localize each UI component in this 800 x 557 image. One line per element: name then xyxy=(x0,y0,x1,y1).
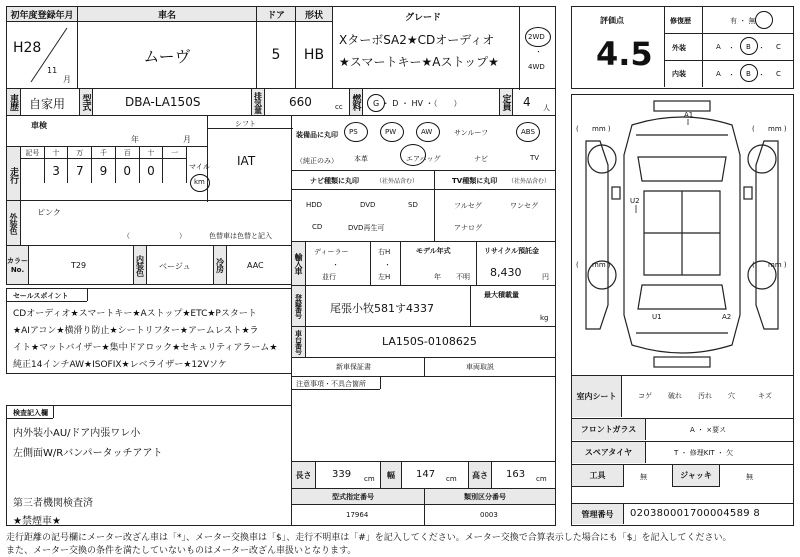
height-value: 163 xyxy=(506,469,526,480)
mileage-digit-headers xyxy=(21,147,187,159)
recycle-label: リサイクル預託金 xyxy=(484,247,540,255)
model-value: DBA-LA150S xyxy=(125,95,201,109)
interior-color-label: 内装色 xyxy=(133,246,147,284)
manual-label: 車両取説 xyxy=(466,363,494,371)
mileage-digit: 3 xyxy=(45,159,69,183)
grade-dot: ・ xyxy=(758,44,765,52)
shaken-year-unit: 年 xyxy=(131,135,139,144)
shaken-label: 車検 xyxy=(31,121,47,130)
equipment-option: TV xyxy=(530,154,540,162)
height-label: 高さ xyxy=(468,462,492,488)
footer-note-1: 走行距離の記号欄にメーター改ざん車は「*」、メーター交換車は「$」、走行不明車は「#」を記入してください。メーター交換で合算表示した場合にも「$」を記入してください。 xyxy=(6,533,732,543)
model-year-unit: 年 xyxy=(434,273,441,281)
grade-line2: ★スマートキー★Aストップ★ xyxy=(339,55,499,69)
mileage-label: 走行 xyxy=(7,147,21,202)
color-value: ピンク xyxy=(37,208,61,217)
management-value: 020380001700004589 8 xyxy=(630,508,761,519)
repair-history-options: 有 ・ 無 xyxy=(730,17,756,25)
drive-2wd: 2WD xyxy=(528,33,545,41)
diagram-label-a1: A1 xyxy=(684,111,694,119)
equipment-option-circle xyxy=(416,122,440,142)
grade-option: B xyxy=(746,70,751,78)
registration-value: 尾張小牧581す4337 xyxy=(330,302,434,315)
chassis-value: LA150S-0108625 xyxy=(382,335,477,348)
grade-divider xyxy=(519,7,520,90)
displacement-label: 排気量 xyxy=(251,89,265,115)
first-reg-cell xyxy=(6,21,78,89)
capacity-value: 4 xyxy=(523,95,531,109)
svg-text:(: ( xyxy=(576,125,579,133)
km-label: km xyxy=(194,178,205,186)
notes-block xyxy=(291,376,556,462)
width-label: 幅 xyxy=(380,462,402,488)
tools-label: 工具 xyxy=(572,465,624,487)
import-dot: ・ xyxy=(332,261,339,269)
mileage-digit-header: 一 xyxy=(163,147,187,159)
car-diagram-block xyxy=(571,94,794,376)
height-unit: cm xyxy=(536,475,547,483)
score-value: 4.5 xyxy=(596,35,653,73)
selling-points-label: セールスポイント xyxy=(13,292,69,300)
shift-value: IAT xyxy=(237,154,256,168)
equipment-option: ナビ xyxy=(474,155,488,163)
mileage-digit xyxy=(163,159,187,183)
selling-point-line: ★AIアコン★横滑り防止★シートリフター★アームレスト★ラ xyxy=(13,326,259,336)
repair-none-circle xyxy=(755,11,773,29)
width-unit: cm xyxy=(446,475,457,483)
model-year-unknown: 不明 xyxy=(456,273,470,281)
mileage-digit-header: 百 xyxy=(116,147,140,159)
navi-header: ナビ種類に丸印 xyxy=(310,177,359,185)
seat-option: キズ xyxy=(758,392,772,400)
inspection-note-line: 内外装小AU/ドア内張ワレ小 xyxy=(13,428,141,439)
row2 xyxy=(6,88,556,116)
seat-option: 穴 xyxy=(728,392,735,400)
mileage-digit-header: 記号 xyxy=(21,147,45,159)
fuel-options: G ・ D ・ HV ・（ ） xyxy=(373,99,462,108)
equipment-row2 xyxy=(344,150,554,168)
mileage-digit: 0 xyxy=(116,159,140,183)
inspection-note-line: 左側面W/Rバンパータッチアアト xyxy=(13,448,163,459)
grade-b-circle xyxy=(740,37,758,55)
chassis-block xyxy=(291,326,556,358)
ac-label: 冷房 xyxy=(213,246,227,284)
type-cert-label: 型式指定番号 xyxy=(332,493,374,501)
import-dot2: ・ xyxy=(384,261,391,269)
grade-option: C xyxy=(776,43,781,51)
registration-block xyxy=(291,285,556,327)
spare-row xyxy=(571,441,794,465)
equipment-block xyxy=(291,115,556,171)
length-value: 339 xyxy=(332,469,352,480)
first-reg-month: 11 xyxy=(47,66,58,75)
import-label: 輸入車 xyxy=(292,242,306,285)
exterior-grade-label: 外装 xyxy=(672,44,686,52)
first-reg-label: 初年度登録年月 xyxy=(6,6,78,22)
mile-label: マイル xyxy=(189,163,210,171)
navi-hdd: HDD xyxy=(306,201,323,209)
equipment-option: PS xyxy=(349,128,358,136)
tv-header: TV種類に丸印 xyxy=(452,177,498,185)
equipment-option-circle xyxy=(380,122,404,142)
svg-text:(: ( xyxy=(752,125,755,133)
grade-label: グレード xyxy=(404,13,441,23)
interior-grade-label: 内装 xyxy=(672,70,686,78)
jack-label: ジャッキ xyxy=(672,465,720,487)
selling-points-block xyxy=(6,288,292,374)
shaken-month-unit: 月 xyxy=(183,135,191,144)
glass-value: A ・ ×要ス xyxy=(690,426,727,434)
selling-point-line: イト★マットバイザー★集中ドアロック★セキュリティアラーム★ xyxy=(13,343,278,353)
interior-seat-options xyxy=(624,376,792,417)
color-label: 外装色 xyxy=(7,201,21,245)
tools-value: 無 xyxy=(640,473,647,481)
usage-label: 車歴 xyxy=(7,89,21,115)
inspection-notes-block xyxy=(6,405,292,526)
mileage-digit-header: 十 xyxy=(45,147,69,159)
interior-seat-block xyxy=(571,375,794,419)
equipment-row1 xyxy=(344,122,554,144)
equipment-option: ABS xyxy=(521,128,535,136)
car-name: ムーヴ xyxy=(77,21,257,89)
selling-point-line: 純正14インチAW★ISOFIX★レベライザー★12Vソケ xyxy=(13,360,227,370)
navi-dvd: DVD xyxy=(360,201,376,209)
equipment-option-circle xyxy=(516,122,540,142)
tv-analog: アナログ xyxy=(454,224,482,232)
tv-oneseg: ワンセグ xyxy=(510,202,538,210)
interior-seat-label: 室内シート xyxy=(572,376,622,417)
grade-line1: XターボSA2★CDオーディオ xyxy=(339,33,495,47)
tv-sub: （社外品含む） xyxy=(508,178,551,185)
recycle-unit: 円 xyxy=(542,273,549,281)
mileage-digit-header: 万 xyxy=(68,147,92,159)
mileage-digit: 7 xyxy=(68,159,92,183)
body-value: HB xyxy=(295,21,333,89)
fuel-label: 燃料 xyxy=(349,89,363,115)
grade-b-circle xyxy=(740,64,758,82)
max-load-label: 最大積載量 xyxy=(484,291,519,299)
interior-grade-options xyxy=(710,62,792,86)
seat-option: コゲ xyxy=(638,392,652,400)
management-row xyxy=(571,503,794,526)
first-reg-era: H28 xyxy=(13,40,42,56)
spare-value: T ・ 修理KIT ・ 欠 xyxy=(674,449,734,457)
color-block xyxy=(6,200,292,246)
length-label: 長さ xyxy=(292,462,316,488)
car-diagram xyxy=(572,95,792,374)
recycle-value: 8,430 xyxy=(490,266,522,279)
mileage-digit-header: 千 xyxy=(92,147,116,159)
exterior-grade-options xyxy=(710,35,792,59)
grade-option: C xyxy=(776,70,781,78)
navi-sub: （社外品含む） xyxy=(376,178,419,185)
capacity-unit: 人 xyxy=(543,104,550,112)
equipment-option: 本革 xyxy=(354,155,368,163)
mileage-digit xyxy=(21,159,45,183)
color-paren: （ ） xyxy=(123,232,186,240)
glass-row xyxy=(571,418,794,442)
length-unit: cm xyxy=(364,475,375,483)
navi-dvd-play: DVD再生可 xyxy=(348,224,385,232)
chassis-label: 車台番号 xyxy=(292,327,306,357)
no-smoking: ★禁煙車★ xyxy=(13,516,61,527)
doors-label: ドア xyxy=(256,6,296,22)
mileage-digit: 9 xyxy=(92,159,116,183)
tools-row xyxy=(571,464,794,504)
max-load-unit: kg xyxy=(540,314,549,322)
import-right-hand: 右H xyxy=(378,248,391,256)
management-label: 管理番号 xyxy=(572,504,624,524)
grade-option: A xyxy=(716,43,721,51)
displacement-value: 660 xyxy=(289,95,312,109)
seat-option: 破れ xyxy=(668,392,682,400)
grade-dot: ・ xyxy=(758,71,765,79)
import-block xyxy=(291,241,556,286)
mileage-digits xyxy=(21,159,187,183)
score-label: 評価点 xyxy=(600,16,624,25)
dimensions-row xyxy=(291,461,556,489)
glass-label: フロントガラス xyxy=(572,419,646,440)
navi-cd: CD xyxy=(312,223,323,231)
svg-text:mm ): mm ) xyxy=(768,261,787,269)
doors-value: 5 xyxy=(256,21,296,89)
drive-dot: ・ xyxy=(535,48,542,56)
svg-text:mm ): mm ) xyxy=(768,125,787,133)
car-name-label: 車名 xyxy=(77,6,257,22)
interior-color-value: ベージュ xyxy=(159,262,191,271)
diagram-label-u1: U1 xyxy=(652,313,662,321)
import-left-hand: 左H xyxy=(378,273,391,281)
capacity-label: 定員 xyxy=(499,89,513,115)
import-dealer: ディーラー xyxy=(314,248,349,256)
registration-label: 登録番号 xyxy=(292,286,306,326)
svg-text:(: ( xyxy=(752,261,755,269)
class-label: 類別区分番号 xyxy=(464,493,506,501)
equipment-option: PW xyxy=(385,128,397,136)
seat-option: 汚れ xyxy=(698,392,712,400)
notes-label: 注意事項・不具合箇所 xyxy=(296,380,366,388)
inspection-block xyxy=(6,115,292,201)
new-warranty-label: 新車保証書 xyxy=(336,363,371,371)
colorno-block xyxy=(6,245,292,285)
navi-sd: SD xyxy=(408,201,418,209)
third-party-inspected: 第三者機関検査済 xyxy=(13,498,93,509)
type-cert-value: 17964 xyxy=(346,511,369,519)
cc-unit: cc xyxy=(335,103,343,111)
drive-4wd: 4WD xyxy=(528,63,545,71)
svg-text:mm ): mm ) xyxy=(592,261,611,269)
svg-text:(: ( xyxy=(576,261,579,269)
usage-value: 自家用 xyxy=(29,97,66,111)
color-note: 色替車は色替と記入 xyxy=(209,232,272,240)
footer-note-2: また、メーター交換の条件を満たしていないものはメーター改ざん車扱いとなります。 xyxy=(6,546,357,556)
diagram-label-u2: U2 xyxy=(630,197,640,205)
jack-value: 無 xyxy=(746,473,753,481)
body-label: 形状 xyxy=(295,6,333,22)
equipment-option-circle xyxy=(344,122,368,142)
grade-dot: ・ xyxy=(728,71,735,79)
airbag-circle xyxy=(400,144,426,166)
type-cert-block xyxy=(291,488,556,526)
inspection-notes-label: 検査記入欄 xyxy=(13,409,48,417)
mileage-digit: 0 xyxy=(140,159,164,183)
first-reg-month-unit: 月 xyxy=(63,75,71,84)
class-value: 0003 xyxy=(480,511,498,519)
navi-tv-block xyxy=(291,170,556,242)
first-reg-divider xyxy=(7,22,79,90)
equipment-option: エアバッグ xyxy=(406,155,441,163)
spare-label: スペアタイヤ xyxy=(572,442,646,463)
grade-dot: ・ xyxy=(728,44,735,52)
colorno-label: カラーNo. xyxy=(7,246,29,284)
grade-option: A xyxy=(716,70,721,78)
grade-option: B xyxy=(746,43,751,51)
tv-fullseg: フルセグ xyxy=(454,202,482,210)
equipment-option: AW xyxy=(421,128,433,136)
grade-cell xyxy=(332,6,556,89)
warranty-row xyxy=(291,357,556,377)
model-label: 型式 xyxy=(79,89,93,115)
model-year-label: モデル年式 xyxy=(416,247,451,255)
width-value: 147 xyxy=(416,469,436,480)
colorno-value: T29 xyxy=(71,261,87,270)
repair-history-label: 修復歴 xyxy=(670,17,691,25)
score-block xyxy=(571,6,794,89)
auction-sheet xyxy=(6,6,794,526)
shift-label: シフト xyxy=(235,120,256,128)
mileage-digit-header: 十 xyxy=(140,147,164,159)
import-parallel: 並行 xyxy=(322,273,336,281)
svg-text:mm ): mm ) xyxy=(592,125,611,133)
selling-point-line: CDオーディオ★スマートキー★Aストップ★ETC★Pスタート xyxy=(13,309,257,319)
ac-value: AAC xyxy=(247,261,264,270)
diagram-label-a2: A2 xyxy=(722,313,732,321)
equipment-label: 装備品に丸印 xyxy=(296,131,338,139)
equipment-option: サンルーフ xyxy=(454,129,489,137)
equipment-sub-label: （純正のみ） xyxy=(296,157,338,165)
